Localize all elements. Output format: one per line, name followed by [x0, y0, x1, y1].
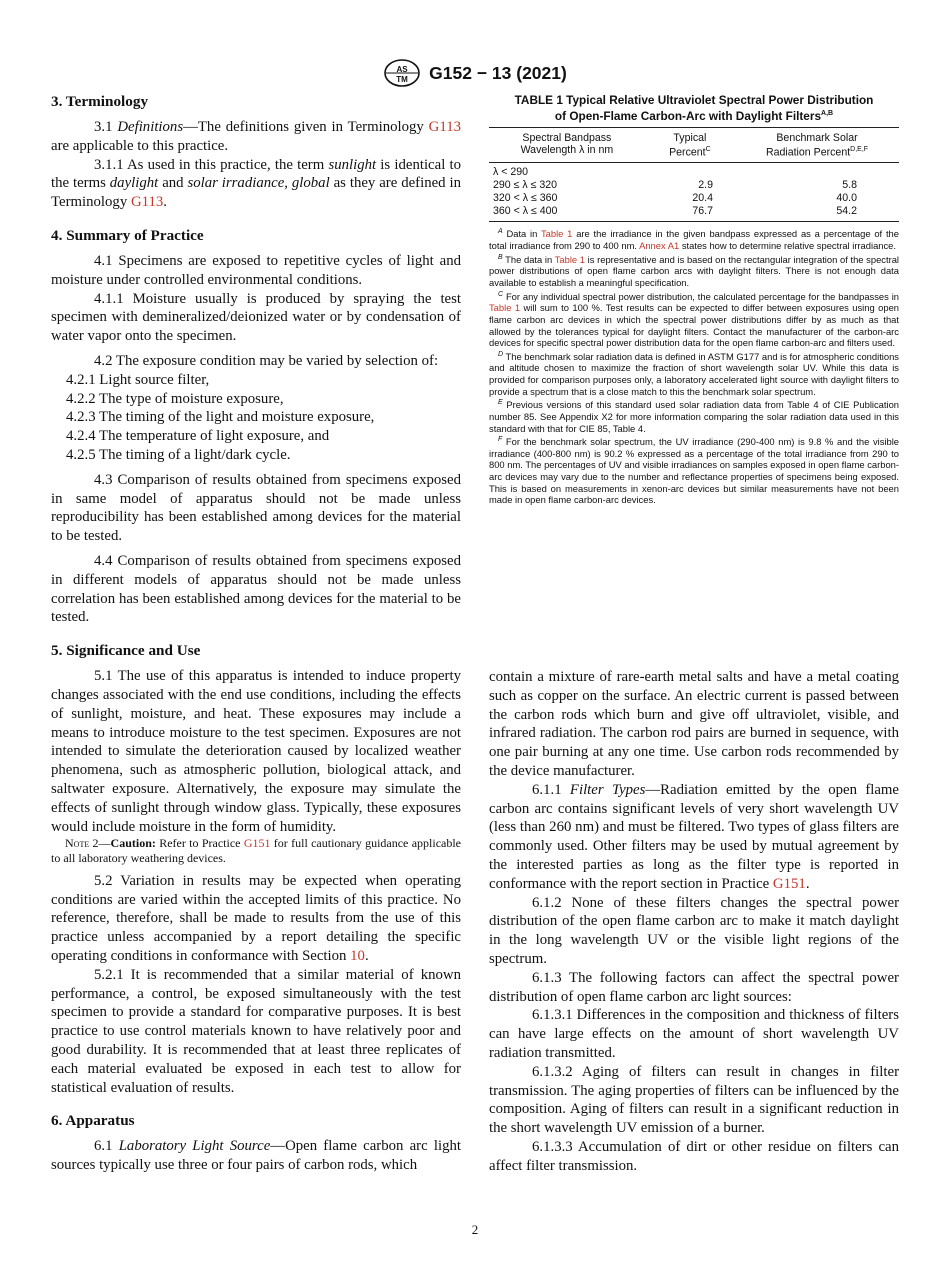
footnote-d: $^D$ The benchmark solar radiation data is defined in ASTM G177 and is for atmospheric conditions and altitude chosen to maximize the fraction of short wavelength solar UV. While this data is provided for comparison purposes only, a laboratory accelerated light source with daylight filters to provide a spectrum that is a close match to this the benchmark solar spectrum. [489, 350, 899, 397]
table-row: 360 < λ ≤ 400 76.7 54.2 [489, 205, 899, 222]
paragraph-4-4: 4.4 Comparison of results obtained from specimens exposed in different models of apparatus should not be made unless correlation has been established among devices for the material to be tested. [51, 552, 461, 626]
table-caption: TABLE 1 Typical Relative Ultraviolet Spectral Power Distribution of Open-Flame Carbon-Arc with Daylight Filters$^{A,B}$ [514, 93, 874, 123]
paragraph-4-1-1: 4.1.1 Moisture usually is produced by spraying the test specimen with demineralized/deionized water or by condensation of water vapor onto the specimen. [51, 290, 461, 345]
footnote-e: $^E$ Previous versions of this standard used solar radiation data from Table 4 of CIE Publication number 85. See Appendix X2 for more information comparing the solar radiation data used in this standard with that for CIE 85, Table 4. [489, 399, 899, 434]
paragraph-6-1-continued: contain a mixture of rare-earth metal salts and have a metal coating such as copper on the surface. An electric current is passed between the carbon rods which burn and give off ultraviolet, visible, and infrared radiation. The carbon rod pairs are burned in sequence, with one pair burning at any one time. Use carbon rods recommended by the device manufacturer. [489, 669, 899, 779]
list-item: 4.2.2 The type of moisture exposure, [66, 390, 284, 407]
column-header: Benchmark Solar Radiation Percent$^{D,E,F}$ [735, 127, 899, 163]
paragraph-6-1: 6.1 Laboratory Light Source—Open flame carbon arc light sources typically use three or four pairs of carbon rods, which [51, 1138, 461, 1174]
section-heading-summary: 4. Summary of Practice [51, 226, 204, 244]
astm-logo-icon [383, 58, 421, 88]
footnote-c: $^C$ For any individual spectral power distribution, the calculated percentage for the bandpasses in Table 1 will sum to 100 %. Test results can be expected to differ between exposures using open flame carbon arc devices in which the spectral power distributions differ by as much as that allowed by the tolerances typical for daylight filters. Contact the manufacturer of the carbon-arc devices for specific spectral power distribution data for the open flame carbon-arc and filters used. [489, 290, 899, 349]
paragraph-4-2: 4.2 The exposure condition may be varied by selection of: [94, 352, 439, 369]
paragraph-4-1: 4.1 Specimens are exposed to repetitive cycles of light and moisture under controlled environmental conditions. [51, 252, 461, 288]
paragraph-4-3: 4.3 Comparison of results obtained from specimens exposed in same model of apparatus should not be made unless reproducibility has been established among devices for the material to be tested. [51, 471, 461, 545]
link-section-10[interactable]: 10 [350, 948, 365, 965]
paragraph-3-1-1: 3.1.1 As used in this practice, the term sunlight is identical to the terms daylight and solar irradiance, global as they are defined in Terminology G113. [51, 156, 462, 211]
footnote-b: $^B$ The data in Table 1 is representative and is based on the rectangular integration of the spectral power distributions of open flame carbon arcs with daylight filters. There is not enough data available to establish a meaningful specification. [489, 253, 899, 289]
list-item: 4.2.4 The temperature of light exposure, and [66, 428, 330, 445]
section-heading-significance: 5. Significance and Use [51, 642, 201, 660]
page-header [0, 58, 950, 93]
paragraph-6-1-3-2: 6.1.3.2 Aging of filters can result in changes in filter transmission. The aging properties of filters can be influenced by the composition. Aging of filters can result in a significant reduction in the short wavelength UV emission of a burner. [489, 1063, 899, 1137]
link-g113[interactable]: G113 [428, 119, 461, 135]
paragraph-5-2-1: 5.2.1 It is recommended that a similar material of known performance, a control, be exposed simultaneously with the test specimen to provide a standard for comparative purposes. It is best practice to use control materials known to have relatively poor and good durability. It is recommended that at least three replicates of each material evaluated be exposed in each test to allow for statistical evaluation of results. [51, 966, 461, 1096]
link-g113[interactable]: G113 [130, 194, 164, 211]
list-item: 4.2.3 The timing of the light and moisture exposure, [66, 409, 375, 426]
paragraph-3-1: 3.1 Definitions—The definitions given in Terminology G113 are applicable to this practice. [51, 119, 461, 154]
footnote-a: $^A$ Data in Table 1 are the irradiance in the given bandpass expressed as a percentage of the total irradiance from 290 to 400 nm. Annex A1 states how to determine relative spectral irradiance. [489, 228, 899, 252]
link-table-1[interactable]: Table 1 [554, 253, 586, 265]
paragraph-6-1-3-1: 6.1.3.1 Differences in the composition and thickness of filters can have large effects on the amount of short wavelength UV radiation transmitted. [489, 1007, 899, 1061]
section-heading-apparatus: 6. Apparatus [51, 1112, 135, 1130]
document-designation: G152 − 13 (2021) [429, 62, 567, 83]
column-header: Spectral Bandpass Wavelength λ in nm [489, 127, 645, 163]
column-header: Typical Percent$^C$ [645, 127, 735, 163]
table-1-block [489, 94, 899, 506]
link-table-1[interactable]: Table 1 [540, 228, 573, 240]
table-1 [489, 127, 899, 223]
link-g151[interactable]: G151 [243, 836, 271, 851]
link-table-1[interactable]: Table 1 [489, 302, 521, 314]
table-footnotes [489, 226, 899, 505]
link-annex-a1[interactable]: Annex A1 [639, 240, 680, 252]
list-item: 4.2.5 The timing of a light/dark cycle. [66, 446, 291, 463]
paragraph-6-1-1: 6.1.1 Filter Types—Radiation emitted by the open flame carbon arc contains significant levels of very short wavelength UV (less than 260 nm) and must be filtered. Two types of glass filters are commonly used. Other filters may be used by mutual agreement by the interested parties as long as the filter type is reported in conformance with the report section in Practice G151. [489, 781, 899, 892]
table-row: 290 ≤ λ ≤ 320 2.9 5.8 [493, 179, 857, 192]
note-2: Note 2—Caution: Refer to Practice G151 for full cautionary guidance applicable to all laboratory weathering devices. [51, 836, 462, 866]
paragraph-5-2: 5.2 Variation in results may be expected when operating conditions are varied within the accepted limits of this practice. No reference, therefore, shall be made to results from the use of this practice unless accompanied by a report detailing the specific operating conditions in conformance with Section 10. [51, 872, 461, 965]
paragraph-5-1: 5.1 The use of this apparatus is intended to induce property changes associated with the end use conditions, including the effects of sunlight, moisture, and heat. These exposures may include a means to introduce moisture to the test specimen. Exposures are not intended to simulate the deterioration caused by localized weather phenomena, such as atmospheric pollution, biological attack, and saltwater exposure. Alternatively, the exposure may simulate the effects of sunlight through window glass. Typically, these exposures would include moisture in the form of humidity. [51, 668, 461, 835]
link-g151[interactable]: G151 [772, 875, 806, 892]
paragraph-6-1-2: 6.1.2 None of these filters changes the spectral power distribution of the open flame carbon arc to make it match daylight in the long wavelength UV or the visible light regions of the spectrum. [489, 894, 899, 967]
right-column [489, 668, 899, 1176]
table-row: λ < 290 [493, 166, 529, 179]
left-column [51, 92, 461, 1175]
section-heading-terminology: 3. Terminology [51, 93, 149, 110]
list-item: 4.2.1 Light source filter, [66, 371, 210, 388]
svg-text:TM: TM [396, 75, 408, 84]
paragraph-6-1-3-3: 6.1.3.3 Accumulation of dirt or other residue on filters can affect filter transmission. [489, 1138, 899, 1174]
footnote-f: $^F$ For the benchmark solar spectrum, the UV irradiance (290-400 nm) is 9.8 % and the visible irradiance (400-800 nm) is 90.2 % expressed as a percentage of the total irradiance from 290 to 800 nm. The percentages of UV and visible irradiances on samples exposed in open flame carbon-arc devices may vary due to the number and reflectance properties of specimens being exposed. This is based on measurements in xenon-arc devices but similar measurements have not been made in open flame carbon-arc devices. [489, 436, 899, 506]
paragraph-6-1-3: 6.1.3 The following factors can affect the spectral power distribution of open flame carbon arc light sources: [489, 969, 899, 1005]
table-row: 320 < λ ≤ 360 20.4 40.0 [493, 192, 857, 205]
svg-text:AS: AS [396, 65, 408, 74]
page-number: 2 [471, 1222, 479, 1237]
